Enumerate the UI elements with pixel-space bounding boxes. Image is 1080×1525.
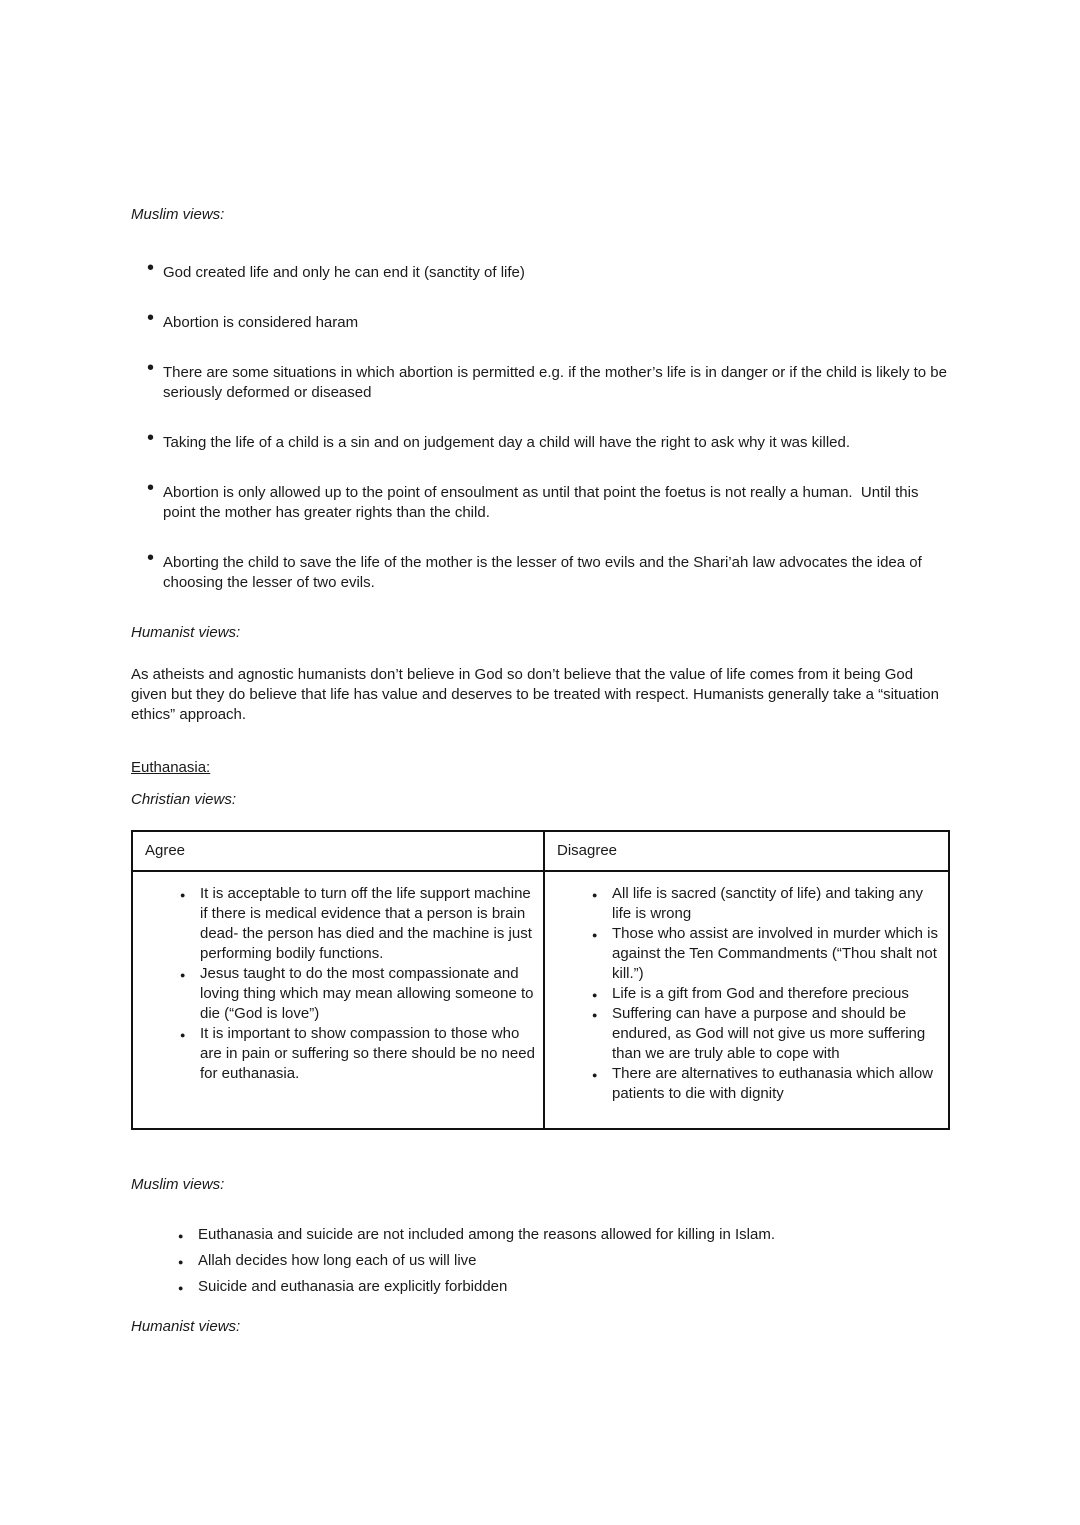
list-item: • God created life and only he can end it (sanctity of life): [131, 263, 950, 283]
muslim-abortion-bullet-list: [131, 263, 950, 593]
heading-christian-views-euthanasia: Christian views:: [131, 791, 237, 808]
disagree-bullet-list: [545, 884, 940, 1104]
list-item: • Aborting the child to save the life of the mother is the lesser of two evils and the Shari’ah law advocates the idea of choosing the lesser of two evils.: [131, 553, 950, 593]
list-item: ● Suffering can have a purpose and should be endured, as God will not give us more suffering than we are truly able to cope with: [612, 1004, 940, 1064]
list-item: • Abortion is only allowed up to the point of ensoulment as until that point the foetus is not really a human. Until this point the mother has greater rights than the child.: [131, 483, 950, 523]
list-item: ● Suicide and euthanasia are explicitly forbidden: [198, 1277, 950, 1297]
heading-muslim-views-abortion: Muslim views:: [131, 206, 225, 223]
muslim-euthanasia-bullet-list: [131, 1225, 950, 1297]
christian-views-table: [131, 830, 950, 1130]
heading-muslim-views-euthanasia: Muslim views:: [131, 1176, 225, 1193]
heading-euthanasia: Euthanasia:: [131, 759, 211, 776]
list-item: ● Euthanasia and suicide are not included among the reasons allowed for killing in Islam.: [198, 1225, 950, 1245]
list-item: ● Those who assist are involved in murder which is against the Ten Commandments (“Thou shalt not kill.”): [612, 924, 940, 984]
table-header-agree: Agree: [132, 831, 544, 871]
humanist-abortion-paragraph: As atheists and agnostic humanists don’t believe in God so don’t believe that the value of life comes from it being God given but they do believe that life has value and deserves to be treated with respect. Humanists generally take a “situation ethics” approach.: [131, 666, 944, 723]
list-item: • Abortion is considered haram: [131, 313, 950, 333]
list-item: ● It is important to show compassion to those who are in pain or suffering so there should be no need for euthanasia.: [200, 1024, 535, 1084]
agree-cell: [132, 871, 544, 1129]
heading-humanist-views-euthanasia: Humanist views:: [131, 1318, 241, 1335]
list-item: ● Life is a gift from God and therefore precious: [612, 984, 940, 1004]
list-item: ● Jesus taught to do the most compassionate and loving thing which may mean allowing someone to die (“God is love”): [200, 964, 535, 1024]
table-header-row: [132, 831, 949, 871]
list-item: ● All life is sacred (sanctity of life) and taking any life is wrong: [612, 884, 940, 924]
agree-bullet-list: [133, 884, 535, 1084]
list-item: • There are some situations in which abortion is permitted e.g. if the mother’s life is in danger or if the child is likely to be seriously deformed or diseased: [131, 363, 950, 403]
heading-humanist-views-abortion: Humanist views:: [131, 624, 241, 641]
table-body-row: [132, 871, 949, 1129]
list-item: ● There are alternatives to euthanasia which allow patients to die with dignity: [612, 1064, 940, 1104]
disagree-cell: [544, 871, 949, 1129]
list-item: ● It is acceptable to turn off the life support machine if there is medical evidence that a person is brain dead- the person has died and the machine is just performing bodily functions.: [200, 884, 535, 964]
list-item: • Taking the life of a child is a sin and on judgement day a child will have the right to ask why it was killed.: [131, 433, 950, 453]
table-header-disagree: Disagree: [544, 831, 949, 871]
list-item: ● Allah decides how long each of us will live: [198, 1251, 950, 1271]
